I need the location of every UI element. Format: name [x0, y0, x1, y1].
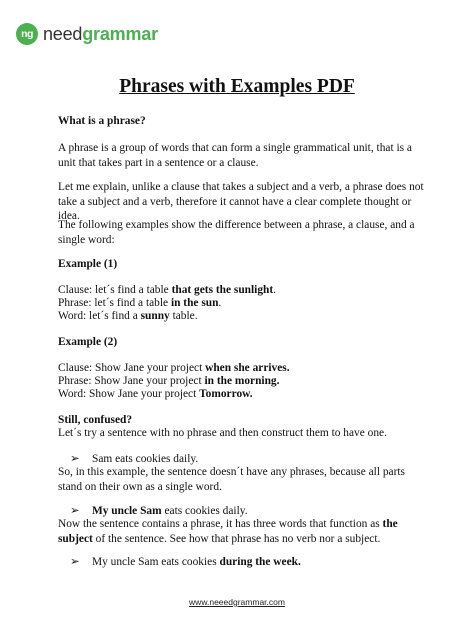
- arrow-bullet-icon: ➢: [70, 505, 80, 517]
- bullet-item-1: ➢ Sam eats cookies daily.: [70, 453, 199, 465]
- example-1-heading: Example (1): [58, 258, 118, 270]
- intro-paragraph: The following examples show the difference between a phrase, a clause, and a single word:: [58, 219, 415, 246]
- bullet-item-3: ➢ My uncle Sam eats cookies during the week.: [70, 556, 301, 568]
- arrow-bullet-icon: ➢: [70, 556, 80, 568]
- example-2-word: Word: Show Jane your project Tomorrow.: [58, 388, 253, 400]
- question-heading: What is a phrase?: [58, 115, 146, 127]
- bullet-item-2: ➢ My uncle Sam eats cookies daily.: [70, 505, 248, 517]
- arrow-bullet-icon: ➢: [70, 453, 80, 465]
- explanation-paragraph: Let me explain, unlike a clause that takes a subject and a verb, a phrase does not take a subject and a verb, therefore it cannot have a clear complete thought or idea.: [58, 181, 424, 222]
- example-1-phrase: Phrase: let´s find a table in the sun.: [58, 297, 222, 309]
- example-1-word: Word: let´s find a sunny table.: [58, 310, 198, 322]
- definition-paragraph: A phrase is a group of words that can form a single grammatical unit, that is a unit that takes part in a sentence or a clause.: [58, 142, 412, 169]
- confused-text: Let´s try a sentence with no phrase and then construct them to have one.: [58, 427, 387, 439]
- example-1-clause: Clause: let´s find a table that gets the sunlight.: [58, 284, 276, 296]
- subject-phrase-paragraph: Now the sentence contains a phrase, it has three words that function as the subject of the sentence. See how that phrase has no verb nor a subject.: [58, 518, 398, 545]
- logo-badge-icon: ng: [16, 23, 38, 45]
- no-phrase-paragraph: So, in this example, the sentence doesn´t have any phrases, because all parts stand on their own as a single word.: [58, 466, 405, 493]
- example-2-heading: Example (2): [58, 336, 118, 348]
- footer-link[interactable]: www.neeedgrammar.com: [189, 597, 285, 607]
- example-2-phrase: Phrase: Show Jane your project in the morning.: [58, 375, 280, 387]
- page-title: Phrases with Examples PDF: [119, 76, 355, 97]
- brand-logo: [16, 21, 158, 47]
- example-2-clause: Clause: Show Jane your project when she arrives.: [58, 362, 290, 374]
- confused-heading: Still, confused?: [58, 414, 133, 426]
- logo-wordmark: needgrammar: [43, 23, 158, 44]
